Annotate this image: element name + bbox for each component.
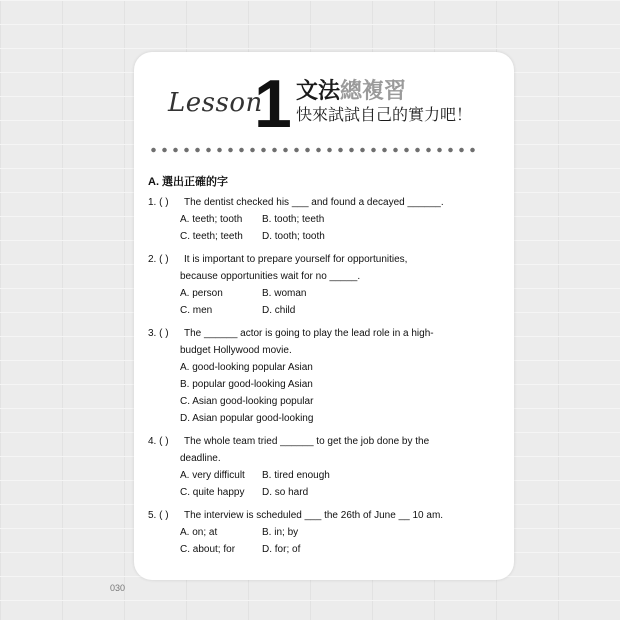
answer-options (148, 359, 474, 427)
answer-option: B. tired enough (262, 470, 330, 481)
question-text: The dentist checked his ___ and found a decayed ______. (184, 197, 444, 208)
lesson-title (296, 78, 406, 104)
question-text: The interview is scheduled ___ the 26th of June __ 10 am. (184, 510, 444, 521)
title-dark-part: 文法 (296, 78, 341, 103)
question-4 (148, 433, 474, 501)
answer-options (148, 524, 474, 558)
question-text: The whole team tried ______ to get the job done by the (184, 436, 430, 447)
answer-option: D. for; of (262, 544, 301, 555)
question-number: 1. ( ) (148, 197, 169, 208)
answer-option: A. very difficult (180, 470, 245, 481)
question-number: 3. ( ) (148, 328, 169, 339)
question-2 (148, 251, 474, 319)
section-title: A. 選出正確的字 (148, 176, 229, 188)
question-number: 2. ( ) (148, 254, 169, 265)
answer-option: D. tooth; tooth (262, 231, 325, 242)
answer-options (148, 211, 474, 245)
option-row (180, 285, 474, 302)
option-row (180, 211, 474, 228)
answer-option: C. teeth; teeth (180, 231, 243, 242)
question-text-continued: deadline. (180, 453, 221, 464)
question-list (148, 194, 474, 558)
option-row (180, 541, 474, 558)
question-text: It is important to prepare yourself for opportunities, (184, 254, 408, 265)
question-number: 4. ( ) (148, 436, 169, 447)
question-text: The ______ actor is going to play the lead role in a high- (184, 328, 434, 339)
option-row (180, 467, 474, 484)
answer-options (148, 285, 474, 319)
answer-option: C. men (180, 305, 213, 316)
question-5 (148, 507, 474, 558)
exercise-content (148, 174, 474, 564)
answer-option: D. Asian popular good-looking (180, 413, 314, 424)
answer-option: A. teeth; tooth (180, 214, 243, 225)
answer-option: B. tooth; teeth (262, 214, 325, 225)
question-1 (148, 194, 474, 245)
option-row (180, 484, 474, 501)
answer-option: D. so hard (262, 487, 309, 498)
answer-option: A. person (180, 288, 223, 299)
answer-option: D. child (262, 305, 296, 316)
answer-option: B. in; by (262, 527, 299, 538)
question-3 (148, 325, 474, 427)
lesson-subtitle: 快來試試自己的實力吧！ (296, 107, 473, 124)
answer-option: B. popular good-looking Asian (180, 379, 313, 390)
dotted-divider (148, 146, 478, 154)
answer-option: A. on; at (180, 527, 218, 538)
option-row (180, 359, 474, 376)
question-text-continued: budget Hollywood movie. (180, 345, 292, 356)
option-row (180, 376, 474, 393)
option-row (180, 302, 474, 319)
question-text-continued: because opportunities wait for no _____. (180, 271, 361, 282)
option-row (180, 410, 474, 427)
question-number: 5. ( ) (148, 510, 169, 521)
answer-options (148, 467, 474, 501)
option-row (180, 393, 474, 410)
page-number: 030 (110, 583, 126, 593)
lesson-number: 1 (254, 66, 292, 142)
answer-option: C. quite happy (180, 487, 245, 498)
answer-option: C. Asian good-looking popular (180, 396, 314, 407)
lesson-header (168, 66, 473, 142)
answer-option: B. woman (262, 288, 307, 299)
answer-option: C. about; for (180, 544, 236, 555)
title-light-part: 總複習 (340, 78, 407, 103)
answer-option: A. good-looking popular Asian (180, 362, 313, 373)
option-row (180, 524, 474, 541)
lesson-word: Lesson (168, 88, 263, 118)
option-row (180, 228, 474, 245)
